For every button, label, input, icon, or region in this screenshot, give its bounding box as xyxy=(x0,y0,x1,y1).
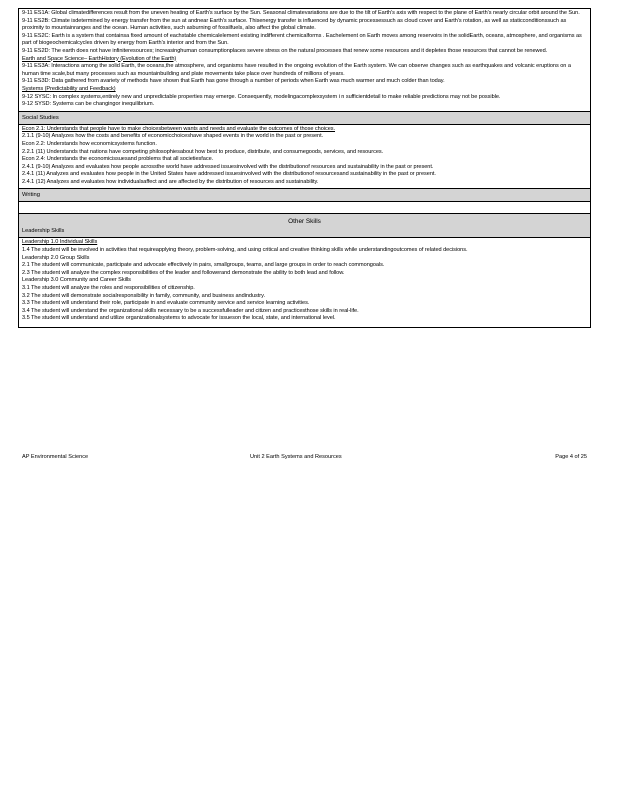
leadership-standard-line: Leadership 2.0 Group Skills xyxy=(22,254,90,261)
science-standards-list xyxy=(22,10,587,109)
social-studies-standard-line: 2.4.1 (11) Analyzes and evaluates how people in the United States have addressed issuesinvolved with the distributionof resourcesand sustainability in the past or present. xyxy=(22,171,436,178)
science-standard-line: Systems (Predictability and Feedback) xyxy=(22,85,116,92)
leadership-standard-line: 2.1 The student will communicate, participate and advocate effectively in pairs, smallgroups, teams, and large groups in order to reach commongoals. xyxy=(22,262,385,269)
leadership-standard-line: Leadership 1.0 Individual Skills xyxy=(22,239,98,246)
social-studies-standard-line: Econ 2.1: Understands that people have to make choicesbetween wants and needs and evaluate the outcomes of those choices. xyxy=(22,125,336,132)
social-studies-standard-line: 2.4.1 (12) Analyzes and evaluates how individualsaffect and are affected by the distribution of resources and sustainability. xyxy=(22,178,319,185)
leadership-skills-list xyxy=(22,239,587,323)
social-studies-cell xyxy=(19,125,590,190)
leadership-standard-line: 1.4 The student will be involved in activities that requireapplying theory, problem-solving, and using critical and creative thinking skills while understandingoutcomes of related decisions. xyxy=(22,247,468,254)
social-studies-list xyxy=(22,126,587,187)
social-studies-heading: Social Studies xyxy=(19,112,590,125)
footer-unit: Unit 2 Earth Systems and Resources xyxy=(250,454,342,460)
leadership-standard-line: 2.3 The student will analyze the complex responsibilities of the leader and followerand demonstrate the ability to both lead and follow. xyxy=(22,269,345,276)
science-standards-cell xyxy=(19,9,590,112)
other-skills-heading: Other Skills xyxy=(19,214,590,228)
leadership-standard-line: 3.3 The student will understand their role, participate in and evaluate community service and service learning activities. xyxy=(22,300,310,307)
science-standard-line: 9-12 SYSD: Systems can be changingor inequilibrium. xyxy=(22,101,155,108)
leadership-skills-heading: Leadership Skills xyxy=(19,228,590,238)
leadership-standard-line: 3.5 The student will understand and utilize organizationalsystems to advocate for issueson the local, state, and international level. xyxy=(22,315,336,322)
leadership-standard-line: Leadership 3.0 Community and Career Skills xyxy=(22,277,131,284)
social-studies-standard-line: 2.2.1 (11) Understands that nations have competing philosophiesabout how best to produce, distribute, and consumegoods, services, and resources. xyxy=(22,148,384,155)
science-standard-line: 9-11 ES1A: Global climatedifferences result from the uneven heating of Earth's surface by the Sun. Seasonal climatevariations are due to the tilt of Earth's axis with respect to the plane of Earth's nearly circular orbit around the Sun. xyxy=(22,10,580,16)
document-page xyxy=(18,8,591,328)
writing-heading: Writing xyxy=(19,189,590,202)
leadership-standard-line: 3.2 The student will demonstrate socialresponsibility in family, community, and business andindustry. xyxy=(22,292,265,299)
science-standard-line: 9-11 ES2D: The earth does not have infiniteresources; increasinghuman consumptionplaces severe stress on the natural processes that renew some resources and it depletes those resources that cannot be renewed. xyxy=(22,47,548,54)
social-studies-standard-line: 2.1.1 (9-10) Analyzes how the costs and benefits of economicchoiceshave shaped events in the world in the past or present. xyxy=(22,133,324,140)
social-studies-standard-line: Econ 2.4: Understands the economicissuesand problems that all societiesface. xyxy=(22,156,214,163)
leadership-standard-line: 3.4 The student will understand the organizational skills necessary to be a successfulleader and citizen and practicesthose skills in real-life. xyxy=(22,307,359,314)
leadership-skills-cell xyxy=(19,238,590,328)
standards-table xyxy=(18,8,591,328)
footer-page-number: Page 4 of 25 xyxy=(555,454,587,460)
science-standard-line: 9-11 ES2C: Earth is a system that containsa fixed amount of eachstable chemicalelement existing indifferent chemicalforms . Eachelement on Earth moves among reservoirs in the solidEarth, oceans, atmosphere, and organisms as part of biogeochemicalcycles driven by energy from Earth's interior and from the Sun. xyxy=(22,32,582,47)
leadership-standard-line: 3.1 The student will analyze the roles and responsibilities of citizenship. xyxy=(22,285,195,292)
writing-cell xyxy=(19,202,590,214)
footer-course: AP Environmental Science xyxy=(22,454,89,460)
social-studies-standard-line: Econ 2.2: Understands how economicsystems function. xyxy=(22,140,157,147)
social-studies-standard-line: 2.4.1 (9-10) Analyzes and evaluates how people acrossthe world have addressed issuesinvolved with the distributionof resources and sustainability in the past or present. xyxy=(22,163,434,170)
science-standard-line: 9-12 SYSC: In complex systems,entirely new and unpredictable properties may emerge. Consequently, modelingacomplexsystem i n sufficientdetail to make reliable predictions may not be possible. xyxy=(22,93,501,100)
science-standard-line: 9-11 ES3D: Data gathered from avariety of methods have shown that Earth has gone through a number of periods when Earth was much warmer and much colder than today. xyxy=(22,78,445,85)
science-standard-line: 9-11 ES2B: Climate isdetermined by energy transfer from the sun at andnear Earth's surface. Thisenergy transfer is influenced by dynamic processessuch as cloud cover and Earth's rotation, as well as staticconditionssuch as proximity to mountainranges and the ocean. Human activities, such asburning of fossilfuels, also affect the global climate. xyxy=(22,17,567,32)
science-standard-line: Earth and Space Science– EarthHistory (Evolution of the Earth) xyxy=(22,55,177,62)
science-standard-line: 9-11 ES3A: Interactions among the solid Earth, the oceans,the atmosphere, and organisms have resulted in the ongoing evolution of the Earth system. We can observe changes such as earthquakes and volcanic eruptions on a human time scale,but many processes such as mountainbuilding and plate movements take place over hundreds of millions of years. xyxy=(22,63,571,77)
